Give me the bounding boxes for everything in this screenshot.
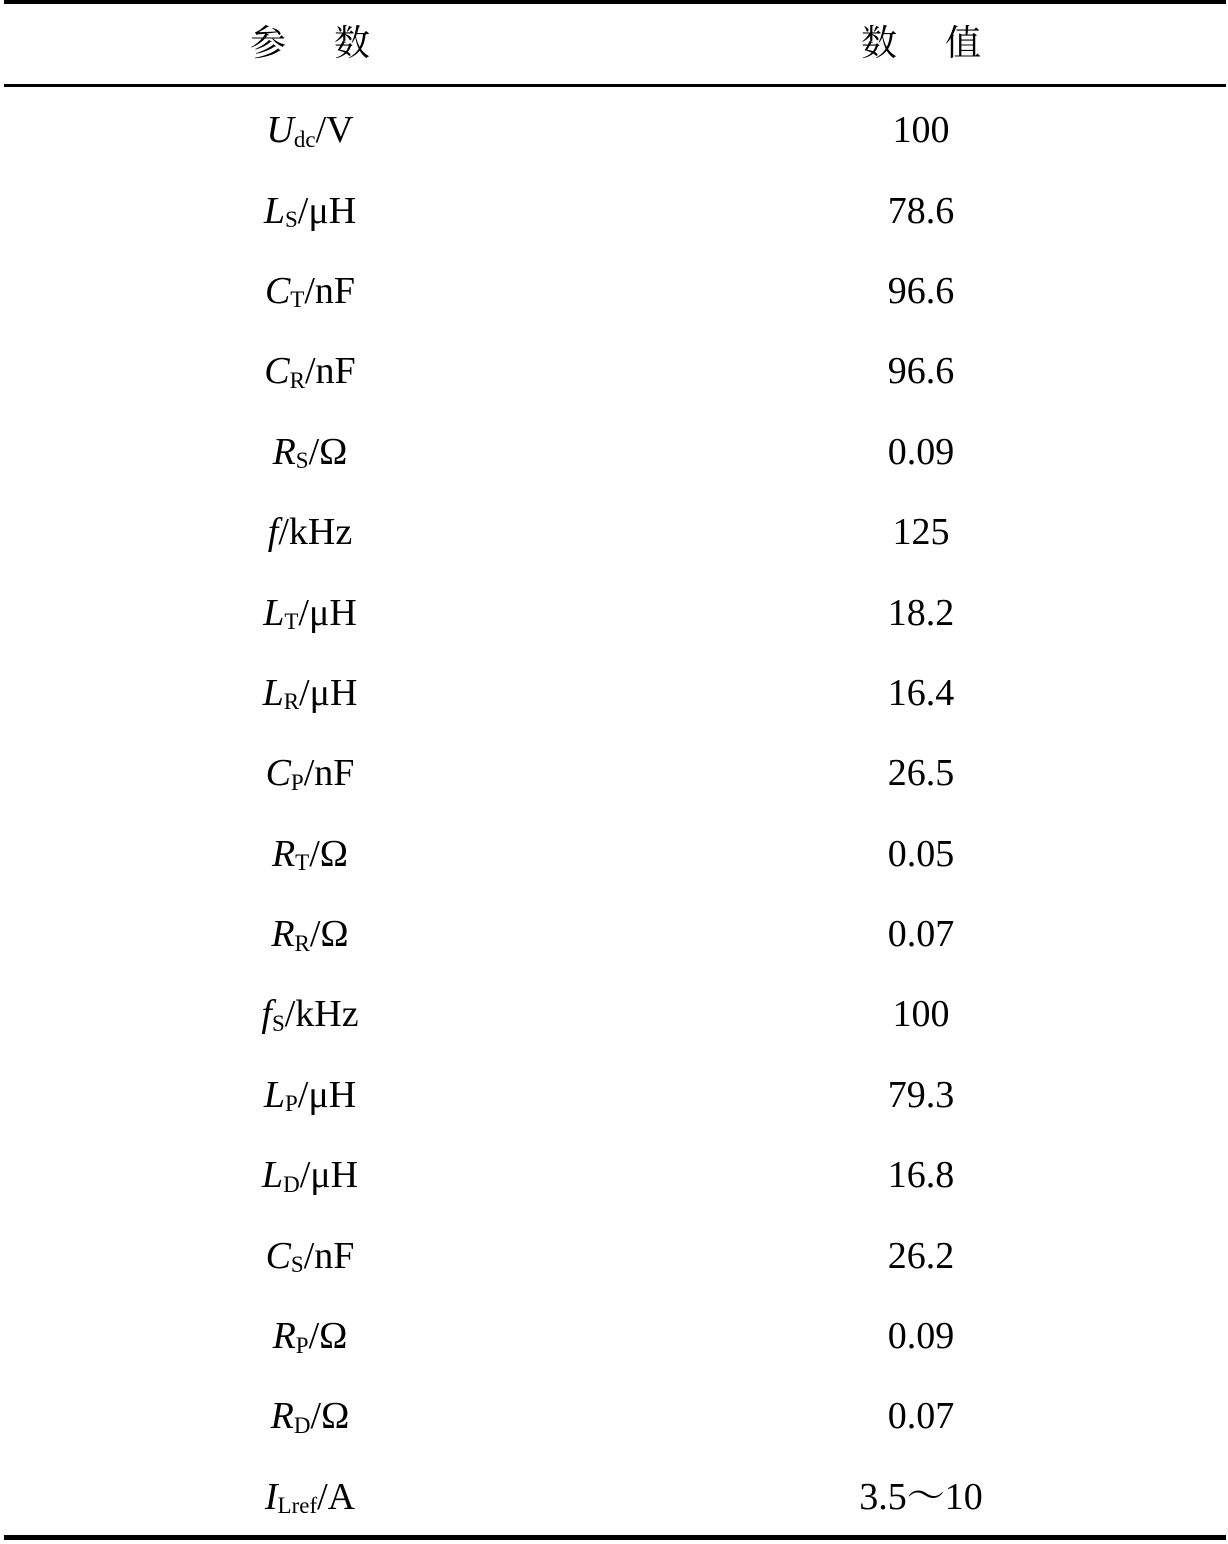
param-unit: /Ω	[310, 1395, 350, 1438]
param-subscript: dc	[293, 126, 316, 152]
param-cell	[4, 170, 616, 250]
table-body	[4, 90, 1226, 1534]
table-bottom-rule	[4, 1535, 1226, 1540]
param-unit: /μH	[298, 591, 357, 634]
param-cell	[4, 653, 616, 733]
param-unit: /μH	[297, 189, 357, 232]
param-unit: /μH	[297, 1073, 357, 1116]
param-symbol: L	[263, 1073, 285, 1116]
param-cell	[4, 1376, 616, 1456]
value-cell: 0.07	[887, 913, 955, 956]
value-cell: 0.07	[887, 1395, 955, 1438]
table-row	[4, 894, 1226, 974]
param-subscript: R	[294, 930, 310, 956]
param-cell	[4, 331, 616, 411]
param-subscript: S	[290, 1252, 304, 1278]
param-cell	[4, 974, 616, 1054]
param-unit: /kHz	[284, 993, 359, 1036]
param-symbol: L	[263, 591, 285, 634]
value-cell: 125	[892, 511, 950, 554]
param-symbol: R	[272, 1315, 296, 1358]
param-subscript: S	[295, 448, 309, 474]
param-cell	[4, 894, 616, 974]
table-row	[4, 412, 1226, 492]
param-subscript: S	[284, 207, 298, 233]
param-unit: /kHz	[278, 511, 353, 554]
param-symbol: C	[265, 752, 291, 795]
param-cell	[4, 1457, 616, 1537]
param-symbol: R	[272, 430, 296, 473]
value-cell: 26.5	[887, 752, 955, 795]
param-subscript: T	[284, 609, 299, 635]
value-cell: 26.2	[887, 1234, 955, 1277]
table-row	[4, 90, 1226, 170]
param-subscript: D	[283, 1171, 300, 1197]
param-symbol: L	[262, 671, 284, 714]
table-row	[4, 814, 1226, 894]
param-subscript: R	[283, 689, 300, 715]
table-row	[4, 1296, 1226, 1376]
param-symbol: L	[261, 1154, 284, 1197]
param-symbol: R	[271, 913, 295, 956]
value-cell: 0.05	[887, 832, 955, 875]
param-subscript: R	[289, 367, 305, 393]
value-cell: 0.09	[887, 430, 955, 473]
table-row	[4, 572, 1226, 652]
param-symbol: C	[264, 350, 290, 393]
value-cell: 100	[892, 993, 950, 1036]
param-cell	[4, 814, 616, 894]
table-row	[4, 1376, 1226, 1456]
table-header-row	[4, 4, 1226, 84]
param-symbol: R	[270, 1395, 294, 1438]
parameter-table	[4, 0, 1226, 1544]
value-cell: 100	[892, 109, 950, 152]
param-symbol: f	[261, 993, 272, 1036]
param-cell	[4, 733, 616, 813]
table-row	[4, 974, 1226, 1054]
value-cell: 96.6	[887, 269, 955, 312]
param-subscript: T	[295, 850, 310, 876]
value-cell: 18.2	[887, 591, 955, 634]
param-cell	[4, 412, 616, 492]
param-subscript: Lref	[277, 1493, 318, 1519]
param-subscript: P	[284, 1091, 298, 1117]
header-value: 数值	[860, 23, 1029, 64]
param-cell	[4, 251, 616, 331]
value-cell: 78.6	[887, 189, 955, 232]
value-cell: 79.3	[887, 1073, 955, 1116]
value-cell: 3.5～10	[859, 1475, 983, 1518]
param-unit: /nF	[304, 269, 356, 312]
param-unit: /nF	[303, 752, 355, 795]
param-unit: /A	[317, 1475, 356, 1518]
param-unit: /nF	[305, 350, 356, 393]
param-symbol: C	[264, 269, 291, 312]
param-cell	[4, 492, 616, 572]
table-row	[4, 170, 1226, 250]
value-cell: 16.8	[887, 1154, 955, 1197]
table-row	[4, 1055, 1226, 1135]
param-unit: /V	[315, 109, 354, 152]
param-symbol: L	[263, 189, 285, 232]
param-unit: /Ω	[308, 430, 348, 473]
param-unit: /nF	[303, 1234, 355, 1277]
param-unit: /μH	[299, 671, 358, 714]
table-header-rule	[4, 84, 1226, 87]
table-row	[4, 653, 1226, 733]
param-subscript: T	[290, 287, 305, 313]
param-symbol: C	[265, 1234, 291, 1277]
param-symbol: f	[267, 511, 279, 554]
table-row	[4, 733, 1226, 813]
param-cell	[4, 1055, 616, 1135]
param-symbol: U	[266, 109, 294, 152]
table-row	[4, 492, 1226, 572]
param-cell	[4, 1296, 616, 1376]
param-subscript: P	[290, 769, 304, 795]
table-row	[4, 1457, 1226, 1537]
param-unit: /Ω	[309, 832, 349, 875]
param-unit: /Ω	[309, 913, 349, 956]
param-unit: /μH	[299, 1154, 359, 1197]
value-cell: 96.6	[887, 350, 955, 393]
param-symbol: I	[264, 1475, 278, 1518]
param-unit: /Ω	[308, 1315, 348, 1358]
table-row	[4, 1215, 1226, 1295]
value-cell: 0.09	[887, 1315, 955, 1358]
param-cell	[4, 90, 616, 170]
table-row	[4, 1135, 1226, 1215]
table-row	[4, 331, 1226, 411]
table-row	[4, 251, 1226, 331]
param-cell	[4, 572, 616, 652]
header-param: 参数	[249, 23, 418, 64]
param-subscript: D	[293, 1412, 311, 1438]
param-cell	[4, 1135, 616, 1215]
param-symbol: R	[271, 832, 296, 875]
param-cell	[4, 1215, 616, 1295]
value-cell: 16.4	[887, 671, 955, 714]
param-subscript: S	[271, 1010, 285, 1036]
param-subscript: P	[295, 1332, 309, 1358]
